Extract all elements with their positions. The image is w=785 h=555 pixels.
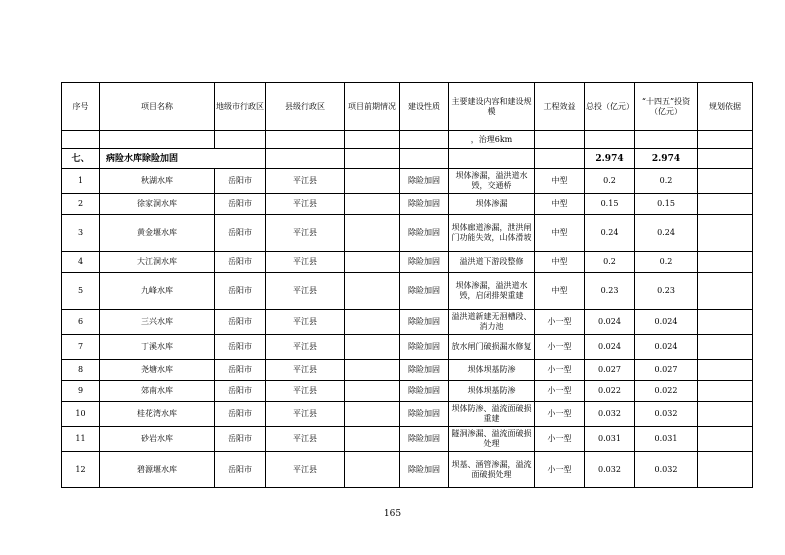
cell-plan: 0.024: [635, 335, 698, 360]
cell-city: 岳阳市: [215, 452, 266, 488]
cell-plan: 0.15: [635, 194, 698, 215]
cell-stage: [345, 360, 400, 381]
cell-name: 九峰水库: [100, 273, 215, 310]
cell-total: 0.024: [585, 335, 635, 360]
cell-name: 尧塘水库: [100, 360, 215, 381]
cell-benefit: 小一型: [535, 381, 585, 402]
cell-benefit: 中型: [535, 194, 585, 215]
page-number: 165: [383, 509, 402, 519]
cell-plan: 0.032: [635, 452, 698, 488]
cell-nature: 除险加固: [400, 273, 449, 310]
cell-basis: [698, 381, 753, 402]
cell-name: 丁溪水库: [100, 335, 215, 360]
cell-stage: [345, 381, 400, 402]
cell-county: 平江县: [266, 427, 345, 452]
cell-content: 隧洞渗漏、溢流面破损处理: [449, 427, 535, 452]
cell-plan: 0.024: [635, 310, 698, 335]
header-cell: 县级行政区: [266, 83, 345, 131]
cell-content: 坝基、涵管渗漏，溢流面破损处理: [449, 452, 535, 488]
cell-total: 0.23: [585, 273, 635, 310]
cell-benefit: 小一型: [535, 335, 585, 360]
cell-county: 平江县: [266, 169, 345, 194]
cell-content: 坝体渗漏，溢洪道水毁，交通桥: [449, 169, 535, 194]
cell-name: 黄金堰水库: [100, 215, 215, 252]
cell-county: 平江县: [266, 194, 345, 215]
cell-name: 大江洞水库: [100, 252, 215, 273]
cell-nature: 除险加固: [400, 452, 449, 488]
cell-nature: 除险加固: [400, 360, 449, 381]
cell-basis: [698, 360, 753, 381]
cell-basis: [698, 252, 753, 273]
table-row: [62, 360, 753, 381]
cell-basis: [698, 215, 753, 252]
cell-content: 坝体坝基防渗: [449, 381, 535, 402]
table-row: [62, 402, 753, 427]
cell-plan: 0.022: [635, 381, 698, 402]
cell-stage: [345, 215, 400, 252]
cell-nature: 除险加固: [400, 194, 449, 215]
table-row: [62, 169, 753, 194]
header-cell: 地级市行政区: [215, 83, 266, 131]
cell-no: 7: [62, 335, 100, 360]
cell-plan: 0.027: [635, 360, 698, 381]
continuation-text: ，治理6km: [449, 131, 535, 149]
cell-nature: 除险加固: [400, 169, 449, 194]
cell-stage: [345, 310, 400, 335]
cell-nature: 除险加固: [400, 215, 449, 252]
table-row: [62, 273, 753, 310]
cell-benefit: 小一型: [535, 360, 585, 381]
cell-total: 0.032: [585, 452, 635, 488]
cell-content: 放水闸门破损漏水修复: [449, 335, 535, 360]
cell-no: 10: [62, 402, 100, 427]
cell-benefit: 中型: [535, 215, 585, 252]
header-cell: 项目前期情况: [345, 83, 400, 131]
cell-total: 0.032: [585, 402, 635, 427]
cell-stage: [345, 273, 400, 310]
cell-no: 8: [62, 360, 100, 381]
cell-content: 坝体渗漏，溢洪道水毁，启闭排架重建: [449, 273, 535, 310]
cell-benefit: 中型: [535, 273, 585, 310]
cell-benefit: 中型: [535, 252, 585, 273]
header-cell: 规划依据: [698, 83, 753, 131]
cell-total: 0.24: [585, 215, 635, 252]
cell-stage: [345, 427, 400, 452]
table-row: [62, 452, 753, 488]
cell-plan: 0.23: [635, 273, 698, 310]
cell-plan: 0.24: [635, 215, 698, 252]
cell-benefit: 小一型: [535, 402, 585, 427]
section-index: 七、: [62, 149, 100, 169]
cell-benefit: 小一型: [535, 310, 585, 335]
cell-no: 11: [62, 427, 100, 452]
cell-city: 岳阳市: [215, 194, 266, 215]
cell-plan: 0.031: [635, 427, 698, 452]
cell-total: 0.024: [585, 310, 635, 335]
table-row: [62, 381, 753, 402]
header-cell: 项目名称: [100, 83, 215, 131]
cell-nature: 除险加固: [400, 310, 449, 335]
cell-total: 0.2: [585, 169, 635, 194]
cell-no: 6: [62, 310, 100, 335]
header-cell: 总投（亿元）: [585, 83, 635, 131]
cell-basis: [698, 335, 753, 360]
cell-content: 坝体廊道渗漏，泄洪闸门功能失效，山体滑坡: [449, 215, 535, 252]
cell-basis: [698, 427, 753, 452]
cell-total: 0.15: [585, 194, 635, 215]
cell-content: 坝体坝基防渗: [449, 360, 535, 381]
table-header-row: [62, 83, 753, 131]
cell-no: 1: [62, 169, 100, 194]
cell-basis: [698, 273, 753, 310]
cell-content: 溢洪道下游段整修: [449, 252, 535, 273]
cell-total: 0.2: [585, 252, 635, 273]
cell-total: 0.022: [585, 381, 635, 402]
cell-name: 郊南水库: [100, 381, 215, 402]
cell-content: 溢洪道新建无洄槽段、消力池: [449, 310, 535, 335]
cell-benefit: 小一型: [535, 452, 585, 488]
cell-city: 岳阳市: [215, 310, 266, 335]
cell-stage: [345, 335, 400, 360]
cell-name: 砂岩水库: [100, 427, 215, 452]
section-name: 病险水库除险加固: [100, 149, 266, 169]
cell-basis: [698, 402, 753, 427]
cell-no: 12: [62, 452, 100, 488]
cell-benefit: 小一型: [535, 427, 585, 452]
cell-city: 岳阳市: [215, 215, 266, 252]
cell-city: 岳阳市: [215, 335, 266, 360]
cell-county: 平江县: [266, 402, 345, 427]
header-cell: 主要建设内容和建设规模: [449, 83, 535, 131]
cell-basis: [698, 452, 753, 488]
cell-total: 0.031: [585, 427, 635, 452]
cell-basis: [698, 169, 753, 194]
cell-county: 平江县: [266, 381, 345, 402]
section-row: [62, 149, 753, 169]
project-table: [61, 82, 753, 488]
cell-county: 平江县: [266, 215, 345, 252]
cell-county: 平江县: [266, 452, 345, 488]
cell-name: 桂花湾水库: [100, 402, 215, 427]
cell-no: 5: [62, 273, 100, 310]
cell-no: 3: [62, 215, 100, 252]
table-row: [62, 335, 753, 360]
cell-nature: 除险加固: [400, 252, 449, 273]
table-row: [62, 215, 753, 252]
header-cell: 建设性质: [400, 83, 449, 131]
cell-content: 坝体渗漏: [449, 194, 535, 215]
table-row: [62, 310, 753, 335]
cell-city: 岳阳市: [215, 273, 266, 310]
table-row: [62, 252, 753, 273]
header-cell: 序号: [62, 83, 100, 131]
cell-stage: [345, 452, 400, 488]
cell-total: 0.027: [585, 360, 635, 381]
cell-basis: [698, 310, 753, 335]
section-total: 2.974: [585, 149, 635, 169]
cell-city: 岳阳市: [215, 169, 266, 194]
cell-nature: 除险加固: [400, 427, 449, 452]
cell-stage: [345, 402, 400, 427]
cell-nature: 除险加固: [400, 402, 449, 427]
cell-city: 岳阳市: [215, 402, 266, 427]
cell-city: 岳阳市: [215, 427, 266, 452]
header-cell: 工程效益: [535, 83, 585, 131]
cell-county: 平江县: [266, 335, 345, 360]
cell-no: 9: [62, 381, 100, 402]
cell-stage: [345, 169, 400, 194]
cell-content: 坝体防渗、溢流面破损重建: [449, 402, 535, 427]
cell-stage: [345, 194, 400, 215]
section-plan: 2.974: [635, 149, 698, 169]
cell-name: 徐家洞水库: [100, 194, 215, 215]
table-row: [62, 194, 753, 215]
header-cell: “十四五”投资（亿元）: [635, 83, 698, 131]
cell-name: 三兴水库: [100, 310, 215, 335]
cell-no: 2: [62, 194, 100, 215]
cell-name: 碧源堰水库: [100, 452, 215, 488]
cell-city: 岳阳市: [215, 381, 266, 402]
cell-benefit: 中型: [535, 169, 585, 194]
cell-county: 平江县: [266, 252, 345, 273]
cell-city: 岳阳市: [215, 360, 266, 381]
cell-city: 岳阳市: [215, 252, 266, 273]
cell-county: 平江县: [266, 310, 345, 335]
cell-basis: [698, 194, 753, 215]
cell-plan: 0.032: [635, 402, 698, 427]
cell-county: 平江县: [266, 360, 345, 381]
continuation-row: [62, 131, 753, 149]
cell-county: 平江县: [266, 273, 345, 310]
cell-plan: 0.2: [635, 169, 698, 194]
table-row: [62, 427, 753, 452]
cell-plan: 0.2: [635, 252, 698, 273]
cell-name: 秋湖水库: [100, 169, 215, 194]
cell-stage: [345, 252, 400, 273]
cell-nature: 除险加固: [400, 381, 449, 402]
cell-nature: 除险加固: [400, 335, 449, 360]
cell-no: 4: [62, 252, 100, 273]
